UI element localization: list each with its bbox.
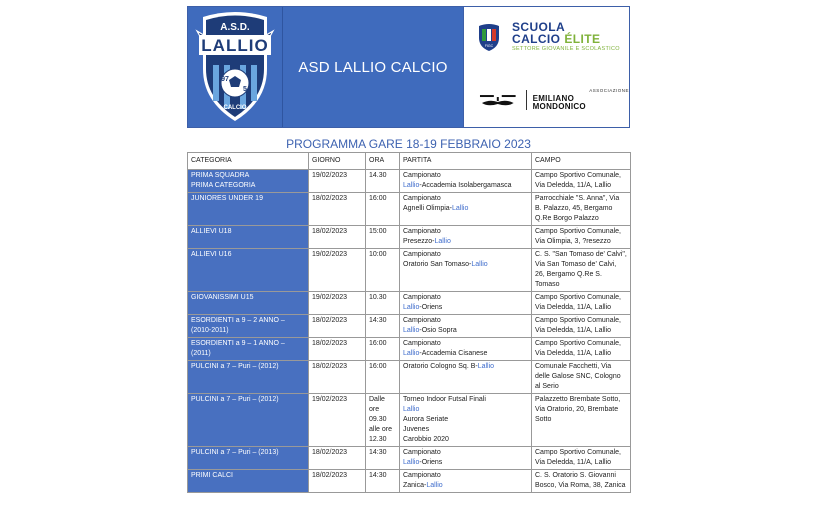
logo-name-text: LALLIO	[201, 36, 269, 55]
cell-partita	[400, 249, 532, 292]
cell-partita	[400, 315, 532, 338]
cell-giorno: 19/02/2023	[309, 292, 366, 315]
table-row	[188, 249, 631, 292]
categoria-line: PULCINI a 7 – Puri – (2012)	[191, 363, 279, 370]
cell-giorno: 18/02/2023	[309, 338, 366, 361]
header-giorno: GIORNO	[309, 153, 366, 170]
cell-campo: Campo Sportivo Comunale, Via Deledda, 11/A, Lallio	[532, 315, 631, 338]
cell-giorno: 18/02/2023	[309, 447, 366, 470]
cell-ora: 10:00	[366, 249, 400, 292]
categoria-line: ESORDIENTI a 9 – 2 ANNO – (2010-2011)	[191, 317, 285, 334]
header-categoria: CATEGORIA	[188, 153, 309, 170]
table-row	[188, 394, 631, 447]
cell-partita	[400, 470, 532, 493]
cell-giorno: 18/02/2023	[309, 226, 366, 249]
partita-line	[403, 260, 528, 270]
cell-partita	[400, 292, 532, 315]
cell-categoria	[188, 338, 309, 361]
mustache-logo-icon	[478, 91, 518, 109]
partita-line	[403, 171, 528, 181]
table-row	[188, 170, 631, 193]
cell-partita	[400, 447, 532, 470]
partita-line	[403, 204, 528, 214]
cell-giorno: 19/02/2023	[309, 249, 366, 292]
cell-ora: 14:30	[366, 470, 400, 493]
team-lallio: Lallio	[426, 482, 443, 489]
partita-text: Campionato	[403, 195, 441, 202]
cell-ora: 16:00	[366, 361, 400, 394]
header-partita: PARTITA	[400, 153, 532, 170]
categoria-line: ALLIEVI U16	[191, 251, 232, 258]
team-lallio: Lallio	[403, 304, 420, 311]
cell-campo: Parrocchiale "S. Anna", Via B. Palazzo, 45, Bergamo Q.Re Borgo Palazzo	[532, 193, 631, 226]
partita-line	[403, 425, 528, 435]
partita-line	[403, 415, 528, 425]
partita-line	[403, 349, 528, 359]
cell-ora: 16:00	[366, 193, 400, 226]
partita-line	[403, 316, 528, 326]
team-lallio: Lallio	[403, 327, 420, 334]
table-header-row	[188, 153, 631, 170]
team-text: -Oriens	[419, 459, 443, 466]
cell-partita	[400, 170, 532, 193]
team-lallio: Lallio	[403, 182, 420, 189]
categoria-line: ALLIEVI U18	[191, 228, 232, 235]
table-row	[188, 315, 631, 338]
logo-year-right: 5	[243, 86, 247, 93]
cell-campo: Campo Sportivo Comunale, Via Deledda, 11/A, Lallio	[532, 292, 631, 315]
team-text: Presezzo-	[403, 238, 435, 245]
associazione-text: ASSOCIAZIONE	[589, 88, 629, 93]
partita-line	[403, 237, 528, 247]
cell-giorno: 18/02/2023	[309, 470, 366, 493]
categoria-line: PRIMA CATEGORIA	[191, 182, 256, 189]
team-lallio: Lallio	[471, 261, 488, 268]
figc-badge-text: FIGC	[484, 43, 494, 48]
cell-ora: 15:00	[366, 226, 400, 249]
categoria-line: PRIMA SQUADRA	[191, 172, 250, 179]
logo-bottom-text: CALCIO	[223, 105, 247, 111]
scuola-calcio-elite-logo	[478, 21, 620, 53]
categoria-line: PRIMI CALCI	[191, 472, 234, 479]
cell-giorno: 19/02/2023	[309, 394, 366, 447]
cell-campo: Campo Sportivo Comunale, Via Deledda, 11/A, Lallio	[532, 447, 631, 470]
cell-campo: C. S. Oratorio S. Giovanni Bosco, Via Roma, 38, Zanica	[532, 470, 631, 493]
cell-categoria	[188, 193, 309, 226]
categoria-line: JUNIORES UNDER 19	[191, 195, 263, 202]
partita-text: Aurora Seriate	[403, 416, 449, 423]
cell-giorno: 18/02/2023	[309, 361, 366, 394]
cell-giorno: 18/02/2023	[309, 193, 366, 226]
partita-text: Campionato	[403, 317, 441, 324]
cell-categoria	[188, 249, 309, 292]
club-logo-icon	[193, 9, 277, 125]
cell-ora: 14.30	[366, 170, 400, 193]
team-text: Oratorio Cologno Sq. B-	[403, 363, 478, 370]
logo-year-left: 97	[221, 76, 229, 83]
cell-categoria	[188, 292, 309, 315]
team-lallio: Lallio	[452, 205, 469, 212]
team-lallio: Lallio	[403, 459, 420, 466]
calcio-text: CALCIO	[512, 32, 561, 46]
table-row	[188, 292, 631, 315]
cell-partita	[400, 193, 532, 226]
cell-partita	[400, 226, 532, 249]
club-title: ASD LALLIO CALCIO	[298, 58, 448, 76]
cell-categoria	[188, 361, 309, 394]
figc-shield-icon	[478, 22, 500, 52]
team-text: Zanica-	[403, 482, 427, 489]
team-lallio: Lallio	[403, 406, 420, 413]
cell-campo: Campo Sportivo Comunale, Via Deledda, 11/A, Lallio	[532, 338, 631, 361]
program-title: PROGRAMMA GARE 18-19 FEBBRAIO 2023	[286, 137, 531, 151]
matches-table	[187, 152, 631, 493]
partita-line	[403, 194, 528, 204]
partita-line	[403, 481, 528, 491]
partita-line	[403, 362, 528, 372]
categoria-line: PULCINI a 7 – Puri – (2012)	[191, 396, 279, 403]
cell-categoria	[188, 226, 309, 249]
settore-giovanile-text: SETTORE GIOVANILE E SCOLASTICO	[512, 46, 620, 52]
scuola-text: SCUOLA	[512, 20, 566, 34]
partita-text: Campionato	[403, 472, 441, 479]
cell-campo: Campo Sportivo Comunale, Via Olimpia, 3, ?resezzo	[532, 226, 631, 249]
table-row	[188, 338, 631, 361]
partita-line	[403, 458, 528, 468]
partita-line	[403, 395, 528, 405]
elite-text: ÉLITE	[564, 32, 601, 46]
categoria-line: GIOVANISSIMI U15	[191, 294, 254, 301]
logo-top-text: A.S.D.	[220, 22, 250, 33]
cell-categoria	[188, 447, 309, 470]
partita-line	[403, 227, 528, 237]
table-body	[188, 170, 631, 493]
cell-campo: Comunale Facchetti, Via delle Galose SNC, Cologno al Serio	[532, 361, 631, 394]
partita-line	[403, 405, 528, 415]
team-lallio: Lallio	[434, 238, 451, 245]
partita-text: Campionato	[403, 340, 441, 347]
cell-giorno: 19/02/2023	[309, 170, 366, 193]
cell-partita	[400, 338, 532, 361]
partita-text: Carobbio 2020	[403, 436, 449, 443]
cell-categoria	[188, 170, 309, 193]
partita-line	[403, 250, 528, 260]
emiliano-mondonico-logo	[478, 89, 629, 111]
partita-text: Campionato	[403, 251, 441, 258]
partita-line	[403, 339, 528, 349]
partita-text: Campionato	[403, 449, 441, 456]
cell-categoria	[188, 315, 309, 338]
partita-text: Torneo Indoor Futsal Finali	[403, 396, 486, 403]
logo-divider	[526, 90, 527, 110]
cell-ora: Dalle ore 09.30 alle ore 12.30	[366, 394, 400, 447]
partita-line	[403, 293, 528, 303]
partita-line	[403, 435, 528, 445]
club-title-cell	[282, 7, 463, 127]
partners-cell	[463, 7, 629, 127]
cell-categoria	[188, 394, 309, 447]
categoria-line: ESORDIENTI a 9 – 1 ANNO – (2011)	[191, 340, 285, 357]
partita-line	[403, 303, 528, 313]
table-row	[188, 226, 631, 249]
association-name: EMILIANO MONDONICO	[532, 93, 586, 111]
cell-campo: Campo Sportivo Comunale, Via Deledda, 11/A, Lallio	[532, 170, 631, 193]
cell-ora: 14:30	[366, 447, 400, 470]
cell-categoria	[188, 470, 309, 493]
team-text: Oratorio San Tomaso-	[403, 261, 472, 268]
cell-partita	[400, 394, 532, 447]
partita-line	[403, 448, 528, 458]
header-ora: ORA	[366, 153, 400, 170]
cell-ora: 16:00	[366, 338, 400, 361]
team-text: -Accademia Cisanese	[419, 350, 488, 357]
partita-text: Campionato	[403, 172, 441, 179]
team-lallio: Lallio	[477, 363, 495, 370]
table-row	[188, 470, 631, 493]
table-row	[188, 447, 631, 470]
partita-line	[403, 181, 528, 191]
partita-line	[403, 326, 528, 336]
partita-text: Campionato	[403, 228, 441, 235]
cell-ora: 14:30	[366, 315, 400, 338]
team-lallio: Lallio	[403, 350, 420, 357]
header-banner	[187, 6, 630, 128]
header-campo: CAMPO	[532, 153, 631, 170]
club-logo-cell	[188, 7, 282, 127]
table-row	[188, 193, 631, 226]
partita-text: Campionato	[403, 294, 441, 301]
table-row	[188, 361, 631, 394]
team-text: -Osio Sopra	[419, 327, 457, 334]
partita-line	[403, 471, 528, 481]
team-text: -Accademia Isolabergamasca	[419, 182, 512, 189]
cell-ora: 10.30	[366, 292, 400, 315]
cell-giorno: 18/02/2023	[309, 315, 366, 338]
team-text: -Oriens	[419, 304, 443, 311]
cell-campo: C. S. "San Tomaso de' Calvi", Via San Tomaso de' Calvi, 26, Bergamo Q.Re S. Tomaso	[532, 249, 631, 292]
partita-text: Juvenes	[403, 426, 430, 433]
team-text: Agnelli Olimpia-	[403, 205, 453, 212]
categoria-line: PULCINI a 7 – Puri – (2013)	[191, 449, 279, 456]
cell-campo: Palazzetto Brembate Sotto, Via Oratorio, 20, Brembate Sotto	[532, 394, 631, 447]
cell-partita	[400, 361, 532, 394]
